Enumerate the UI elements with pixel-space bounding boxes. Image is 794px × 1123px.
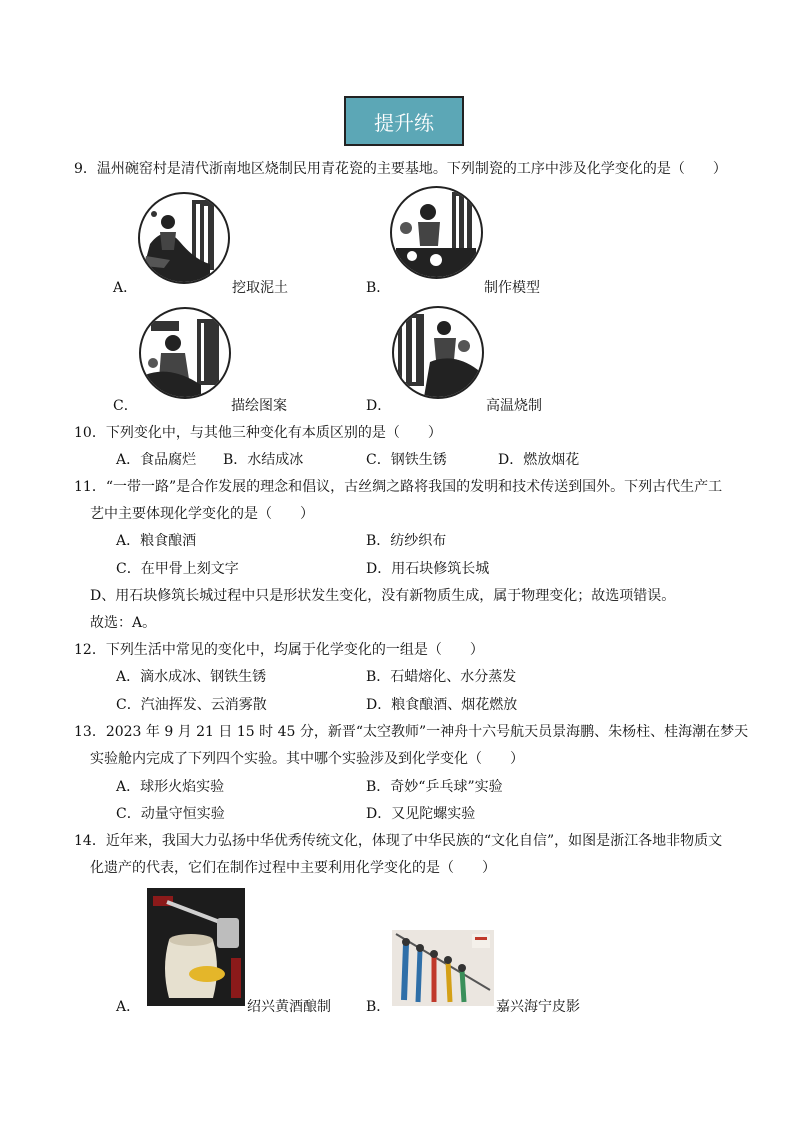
question-14-stem-line2: 化遗产的代表，它们在制作过程中主要利用化学变化的是（ ）	[90, 860, 496, 876]
question-12-stem: 12．下列生活中常见的变化中，均属于化学变化的一组是（ ）	[74, 642, 484, 658]
pottery-firing-illustration-icon	[392, 306, 484, 399]
q9-option-b-caption: 制作模型	[484, 280, 540, 296]
q10-option-c: C．钢铁生锈	[366, 452, 447, 468]
q9-option-a-caption: 挖取泥土	[232, 280, 288, 296]
q11-answer-line: 故选：A。	[90, 615, 157, 631]
pottery-digging-illustration-icon	[138, 192, 230, 284]
question-9-stem: 9．温州碗窑村是清代浙南地区烧制民用青花瓷的主要基地。下列制瓷的工序中涉及化学变化的是（ ）	[74, 161, 727, 177]
q14-option-a-caption: 绍兴黄酒酿制	[247, 999, 331, 1015]
q12-option-d: D．粮食酿酒、烟花燃放	[366, 697, 518, 713]
yellow-wine-brewing-photo-icon	[147, 888, 245, 1006]
question-10-stem: 10．下列变化中，与其他三种变化有本质区别的是（ ）	[74, 425, 442, 441]
q10-option-a: A．食品腐烂	[116, 452, 197, 468]
pottery-modeling-illustration-icon	[390, 186, 483, 279]
question-13-stem-line2: 实验舱内完成了下列四个实验。其中哪个实验涉及到化学变化（ ）	[90, 751, 524, 767]
question-13-stem-line1: 13．2023 年 9 月 21 日 15 时 45 分，新晋“太空教师”一神舟十六号航天员景海鹏、朱杨柱、桂海潮在梦天	[74, 724, 749, 740]
q9-option-d-letter: D．	[366, 398, 392, 414]
q11-option-b: B．纺纱织布	[366, 533, 447, 549]
q13-option-b: B．奇妙“乒乓球”实验	[366, 779, 503, 795]
q13-option-c: C．动量守恒实验	[116, 806, 225, 822]
q9-option-a-letter: A．	[113, 280, 138, 296]
q11-option-c: C．在甲骨上刻文字	[116, 561, 239, 577]
q10-option-b: B．水结成冰	[223, 452, 304, 468]
shadow-puppet-photo-icon	[392, 930, 494, 1006]
q12-option-a: A．滴水成冰、钢铁生锈	[116, 669, 267, 685]
q9-option-b-letter: B．	[366, 280, 391, 296]
q12-option-c: C．汽油挥发、云消雾散	[116, 697, 267, 713]
q10-option-d: D．燃放烟花	[498, 452, 580, 468]
q11-option-d: D．用石块修筑长城	[366, 561, 490, 577]
question-14-stem-line1: 14．近年来，我国大力弘扬中华优秀传统文化，体现了中华民族的“文化自信”，如图是浙江各地非物质文	[74, 833, 723, 849]
q11-option-a: A．粮食酿酒	[116, 533, 197, 549]
section-title: 提升练	[344, 96, 464, 146]
question-11-stem-line1: 11．“一带一路”是合作发展的理念和倡议，古丝绸之路将我国的发明和技术传送到国外。下列古代生产工	[74, 479, 723, 495]
q11-analysis-line: D、用石块修筑长城过程中只是形状发生变化，没有新物质生成，属于物理变化；故选项错误。	[90, 588, 676, 604]
pottery-painting-illustration-icon	[139, 307, 231, 399]
q9-option-c-letter: C．	[113, 398, 138, 414]
q14-option-b-letter: B．	[366, 999, 391, 1015]
q14-option-b-caption: 嘉兴海宁皮影	[496, 999, 580, 1015]
q9-option-d-caption: 高温烧制	[486, 398, 542, 414]
q9-option-c-caption: 描绘图案	[231, 398, 287, 414]
q13-option-a: A．球形火焰实验	[116, 779, 225, 795]
q12-option-b: B．石蜡熔化、水分蒸发	[366, 669, 517, 685]
q14-option-a-letter: A．	[116, 999, 141, 1015]
question-11-stem-line2: 艺中主要体现化学变化的是（ ）	[90, 506, 314, 522]
q13-option-d: D．又见陀螺实验	[366, 806, 476, 822]
